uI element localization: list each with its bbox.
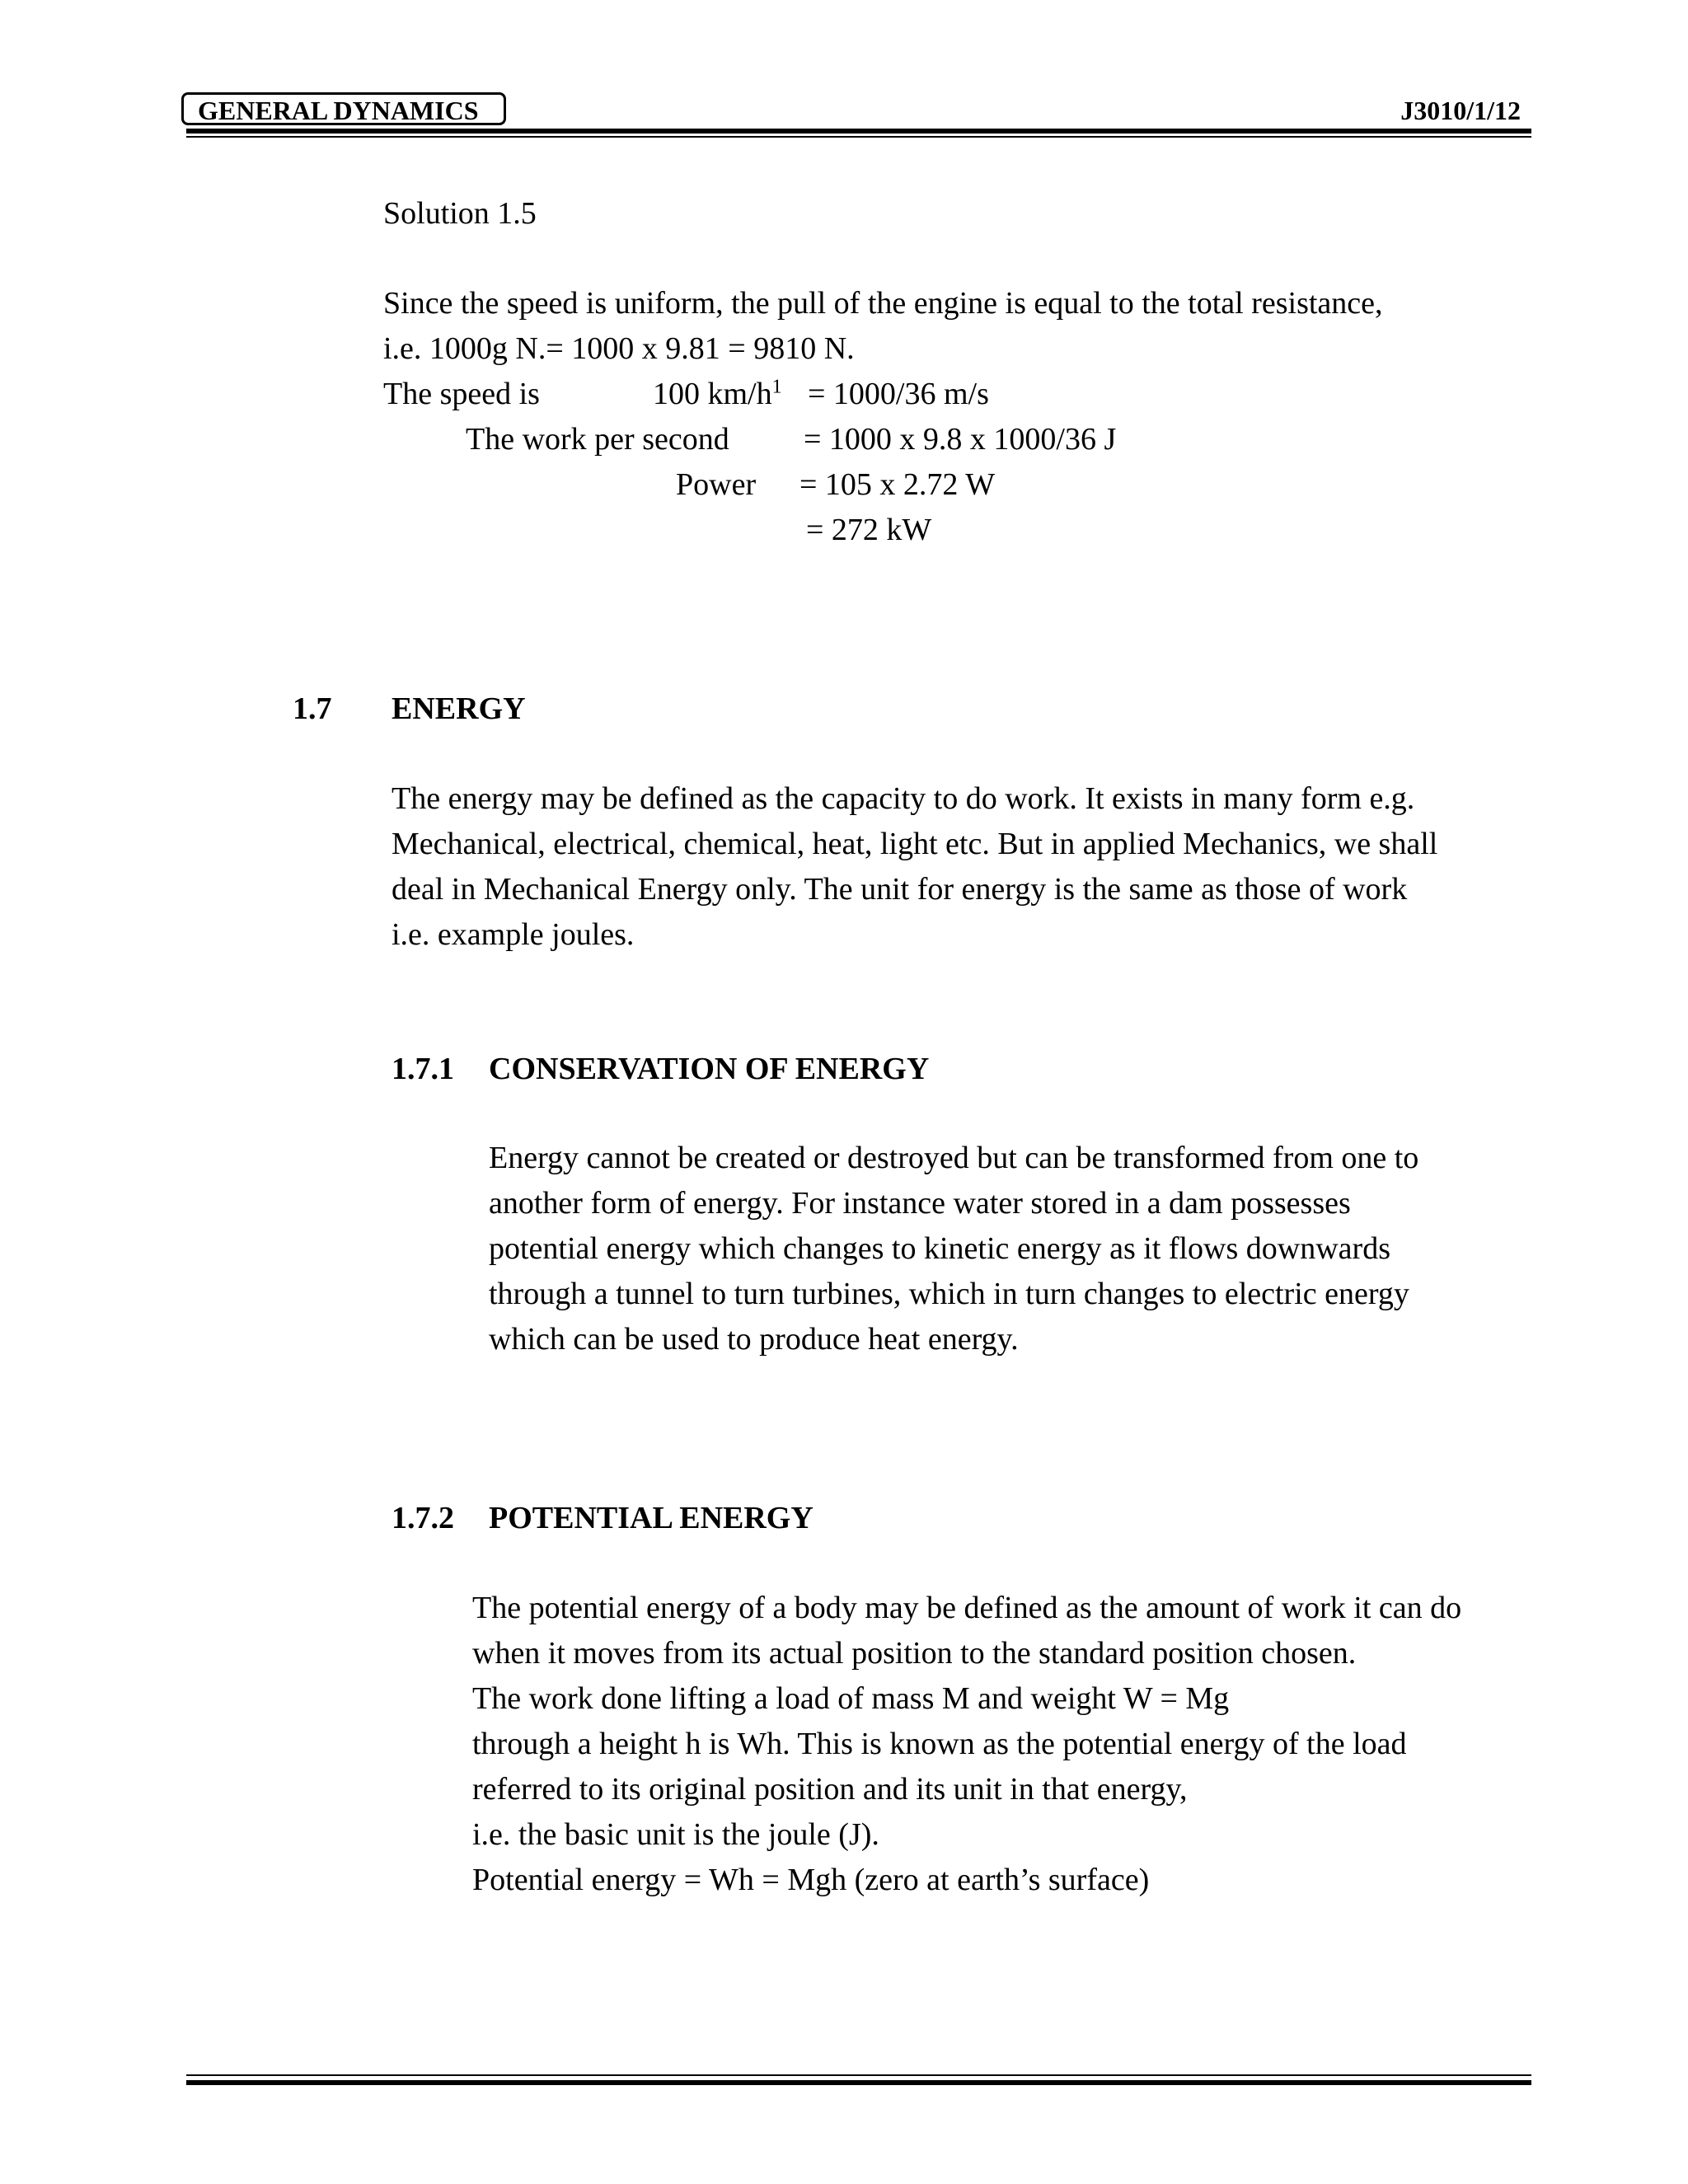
work-label: The work per second: [466, 422, 729, 457]
paragraph-line: when it moves from its actual position to the standard position chosen.: [472, 1636, 1357, 1671]
section-1-7-2-title: POTENTIAL ENERGY: [489, 1501, 814, 1535]
paragraph-line: Potential energy = Wh = Mgh (zero at earth’s surface): [472, 1863, 1150, 1897]
speed-equation: = 1000/36 m/s: [808, 377, 989, 411]
power-equation: = 105 x 2.72 W: [799, 467, 996, 502]
section-1-7-title: ENERGY: [392, 691, 526, 726]
paragraph-line: The energy may be defined as the capacity to do work. It exists in many form e.g.: [392, 781, 1415, 816]
paragraph-line: which can be used to produce heat energy.: [489, 1322, 1019, 1357]
paragraph-line: potential energy which changes to kinetic energy as it flows downwards: [489, 1231, 1390, 1266]
section-1-7-1-number: 1.7.1: [392, 1052, 454, 1086]
document-code: J3010/1/12: [1400, 96, 1521, 125]
power-result: = 272 kW: [806, 513, 932, 547]
header-rule-thick: [186, 129, 1531, 134]
section-1-7-number: 1.7: [293, 691, 332, 726]
solution-line-2: i.e. 1000g N.= 1000 x 9.81 = 9810 N.: [383, 331, 855, 366]
work-equation: = 1000 x 9.8 x 1000/36 J: [804, 422, 1117, 457]
solution-title: Solution 1.5: [383, 196, 537, 231]
paragraph-line: Energy cannot be created or destroyed but can be transformed from one to: [489, 1141, 1419, 1175]
paragraph-line: The potential energy of a body may be defined as the amount of work it can do: [472, 1591, 1462, 1625]
section-1-7-1-paragraph: [489, 1136, 1418, 1362]
solution-line-1: Since the speed is uniform, the pull of the engine is equal to the total resistance,: [383, 286, 1383, 321]
section-1-7-2-number: 1.7.2: [392, 1501, 454, 1535]
footer-rule-thin: [186, 2074, 1531, 2076]
paragraph-line: Mechanical, electrical, chemical, heat, light etc. But in applied Mechanics, we shall: [392, 827, 1438, 861]
paragraph-line: through a height h is Wh. This is known as the potential energy of the load: [472, 1727, 1407, 1761]
footer-rule-thick: [186, 2080, 1531, 2085]
speed-label: The speed is: [383, 377, 540, 411]
paragraph-line: The work done lifting a load of mass M and weight W = Mg: [472, 1681, 1230, 1716]
paragraph-line: another form of energy. For instance water stored in a dam possesses: [489, 1186, 1351, 1221]
paragraph-line: referred to its original position and its unit in that energy,: [472, 1772, 1188, 1807]
paragraph-line: i.e. example joules.: [392, 917, 635, 952]
section-1-7-paragraph: [392, 776, 1437, 958]
section-1-7-2-paragraph: [472, 1586, 1461, 1903]
speed-superscript: 1: [771, 376, 782, 398]
paragraph-line: deal in Mechanical Energy only. The unit for energy is the same as those of work: [392, 872, 1408, 907]
paragraph-line: i.e. the basic unit is the joule (J).: [472, 1817, 879, 1852]
power-label: Power: [676, 467, 757, 502]
paragraph-line: through a tunnel to turn turbines, which in turn changes to electric energy: [489, 1277, 1409, 1311]
header-rule-thin: [186, 136, 1531, 138]
speed-value-text: 100 km/h: [653, 377, 772, 411]
speed-value: [653, 372, 782, 417]
header-title: GENERAL DYNAMICS: [198, 96, 479, 125]
section-1-7-1-title: CONSERVATION OF ENERGY: [489, 1052, 930, 1086]
